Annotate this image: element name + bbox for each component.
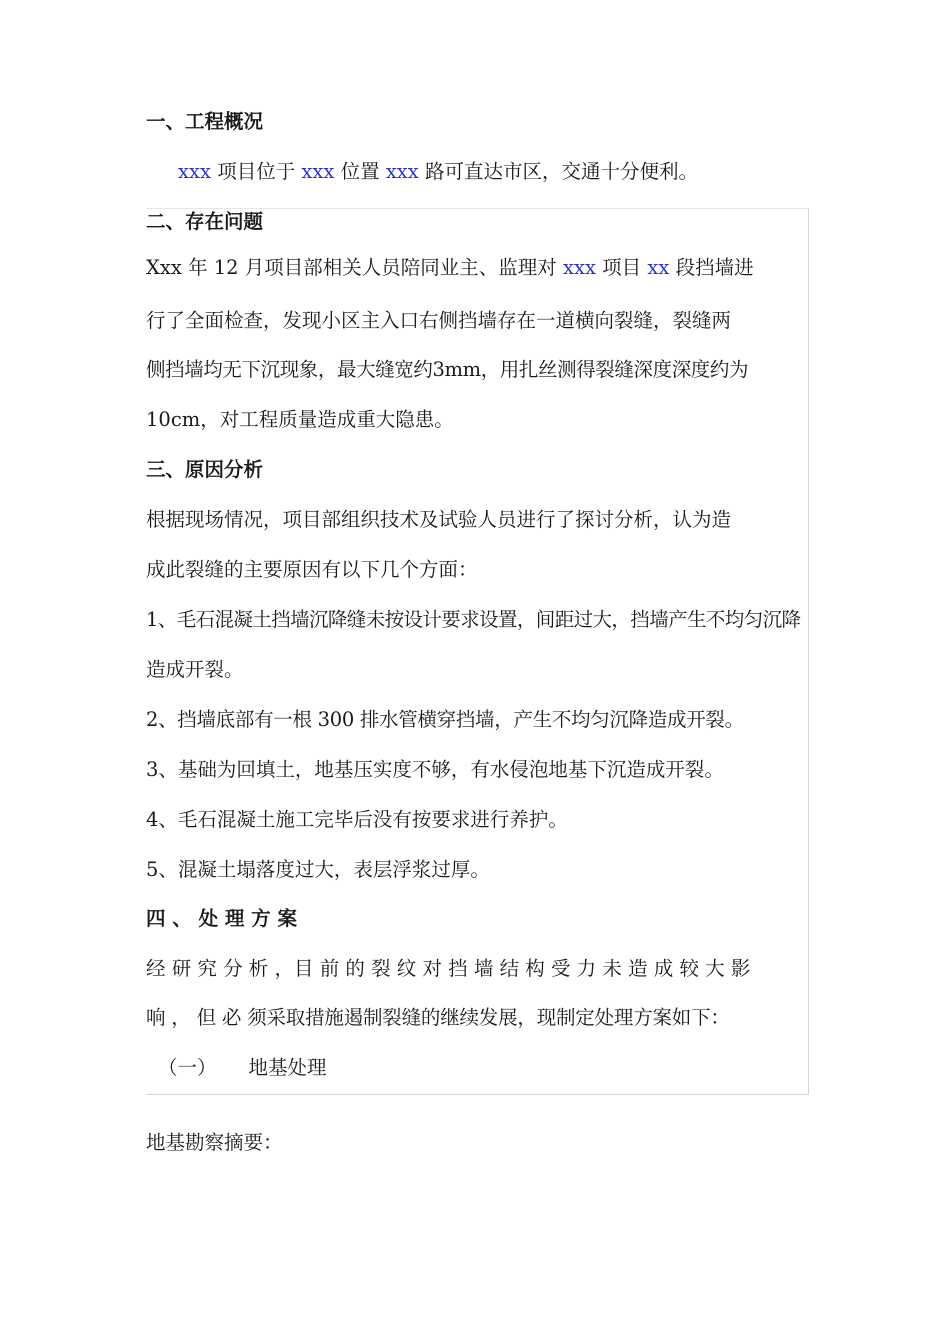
survey-summary-label: 地基勘察摘要： xyxy=(146,1131,283,1154)
text-run: Xxx 年 12 月项目部相关人员陪同业主、监理对 xyxy=(146,256,563,279)
subsection-title: 地基处理 xyxy=(248,1056,327,1079)
cause-item-5: 5、混凝土塌落度过大，表层浮浆过厚。 xyxy=(146,858,490,881)
plan-line-2: 响 ， 但 必 须采取措施遏制裂缝的继续发展，现制定处理方案如下： xyxy=(146,1006,730,1029)
text-run: 路可直达市区，交通十分便利。 xyxy=(418,160,699,183)
problem-line-3: 侧挡墙均无下沉现象，最大缝宽约3mm，用扎丝测得裂缝深度深度约为 xyxy=(146,358,749,381)
analysis-line-1: 根据现场情况，项目部组织技术及试验人员进行了探讨分析，认为造 xyxy=(146,508,732,531)
analysis-line-2: 成此裂缝的主要原因有以下几个方面： xyxy=(146,558,478,581)
placeholder-text: xxx xyxy=(301,160,335,183)
text-run: 项目 xyxy=(595,256,648,279)
cause-item-2: 2、挡墙底部有一根 300 排水管横穿挡墙，产生不均匀沉降造成开裂。 xyxy=(146,708,744,731)
cause-item-4: 4、毛石混凝土施工完毕后没有按要求进行养护。 xyxy=(146,808,568,831)
heading-existing-problems: 二、存在问题 xyxy=(146,210,264,233)
heading-cause-analysis: 三、原因分析 xyxy=(146,458,264,481)
problem-line-4: 10cm，对工程质量造成重大隐患。 xyxy=(146,408,454,431)
placeholder-text: xxx xyxy=(178,160,211,183)
heading-project-overview: 一、工程概况 xyxy=(146,110,264,133)
problem-line-1 xyxy=(146,256,754,280)
subsection-number: （一） xyxy=(158,1056,217,1079)
frame-top-border xyxy=(146,208,809,209)
heading-treatment-plan: 四 、 处 理 方 案 xyxy=(146,907,297,930)
problem-line-2: 行了全面检查，发现小区主入口右侧挡墙存在一道横向裂缝，裂缝两 xyxy=(146,309,732,332)
placeholder-text: xx xyxy=(647,256,670,279)
plan-line-1: 经 研 究 分 析 ，目 前 的 裂 纹 对 挡 墙 结 构 受 力 未 造 成 较 大 影 xyxy=(146,957,751,980)
placeholder-text: xxx xyxy=(385,160,419,183)
placeholder-text: xxx xyxy=(562,256,596,279)
text-run: 项目位于 xyxy=(211,160,302,183)
text-run: 位置 xyxy=(334,160,386,183)
cause-item-1: 1、毛石混凝土挡墙沉降缝未按设计要求设置，间距过大，挡墙产生不均匀沉降 xyxy=(146,608,801,631)
frame-right-border xyxy=(808,208,809,1046)
cause-item-3: 3、基础为回填土，地基压实度不够，有水侵泡地基下沉造成开裂。 xyxy=(146,758,724,781)
text-run: 段挡墙进 xyxy=(669,256,754,279)
cause-item-1-continued: 造成开裂。 xyxy=(146,658,244,681)
paragraph-overview xyxy=(178,160,698,184)
subsection-heading xyxy=(158,1056,327,1080)
